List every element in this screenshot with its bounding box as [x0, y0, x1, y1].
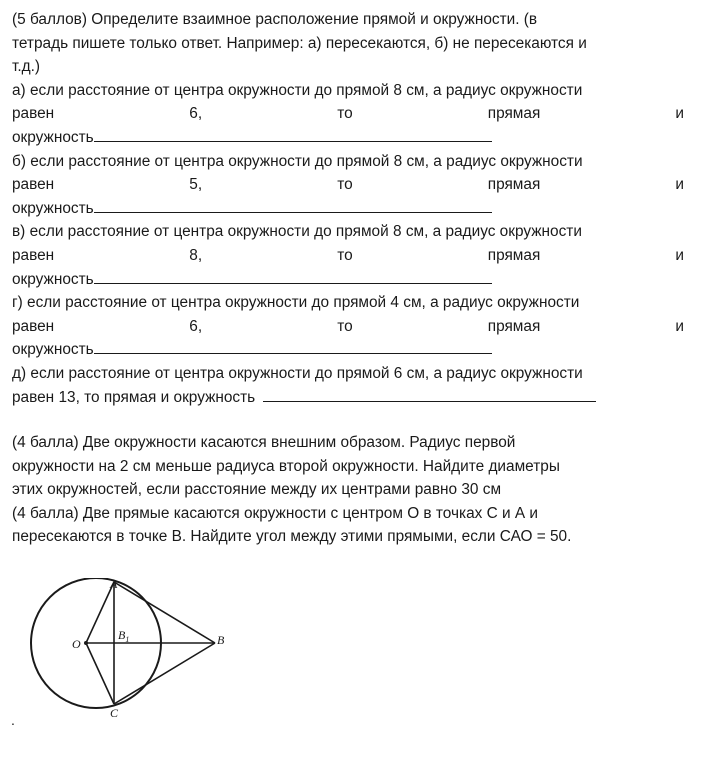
answer-prefix: окружность [12, 341, 94, 359]
word: 6, [189, 105, 203, 123]
label-b: B [217, 633, 225, 647]
word: и [675, 317, 684, 335]
answer-prefix: окружность [12, 128, 94, 146]
worksheet [12, 8, 684, 549]
answer-prefix: окружность [12, 270, 94, 288]
item-v-words [12, 244, 684, 268]
stray-dot: . [11, 712, 15, 728]
answer-prefix: равен 13, то прямая и окружность [12, 388, 256, 406]
item-g-words [12, 315, 684, 339]
word: и [675, 246, 684, 264]
item-v-answer-line [12, 268, 684, 292]
word: то [337, 105, 353, 123]
center-point [84, 641, 88, 645]
label-a: A [110, 578, 118, 591]
word: то [337, 176, 353, 194]
item-d-answer-line [12, 386, 684, 410]
task3-line2: пересекаются в точке В. Найдите угол между этими прямыми, если САО = 50. [12, 528, 572, 546]
radius-oa [86, 582, 114, 643]
task1-line1: (5 баллов) Определите взаимное расположение прямой и окружности. (в [12, 11, 538, 28]
task1-line2: тетрадь пишете только ответ. Например: а) пересекаются, б) не пересекаются и [12, 34, 587, 52]
answer-prefix: окружность [12, 199, 94, 217]
task2-line3: этих окружностей, если расстояние между их центрами равно 30 см [12, 481, 502, 499]
task2-line2: окружности на 2 см меньше радиуса второй окружности. Найдите диаметры [12, 457, 560, 475]
word: 5, [189, 176, 203, 194]
item-a-text: а) если расстояние от центра окружности до прямой 8 см, а радиус окружности [12, 81, 583, 99]
item-g-text: г) если расстояние от центра окружности до прямой 4 см, а радиус окружности [12, 294, 580, 312]
item-a-answer-line [12, 126, 684, 150]
item-b-words [12, 173, 684, 197]
word: равен [12, 246, 55, 264]
word: и [675, 176, 684, 194]
item-b-answer-line [12, 197, 684, 221]
word: прямая [487, 105, 541, 123]
answer-blank[interactable] [94, 127, 492, 142]
tangent-line-cb [114, 643, 215, 704]
label-o: O [72, 637, 81, 651]
task1-line3: т.д.) [12, 58, 40, 76]
word: то [337, 246, 353, 264]
label-c: C [110, 706, 119, 718]
item-v-text: в) если расстояние от центра окружности до прямой 8 см, а радиус окружности [12, 223, 582, 241]
word: и [675, 105, 684, 123]
answer-blank[interactable] [94, 339, 492, 354]
item-b-text: б) если расстояние от центра окружности до прямой 8 см, а радиус окружности [12, 152, 583, 170]
word: то [337, 317, 353, 335]
tangent-line-ab [114, 582, 215, 643]
answer-blank[interactable] [263, 387, 596, 402]
item-g-answer-line [12, 338, 684, 362]
task2-line1: (4 балла) Две окружности касаются внешним образом. Радиус первой [12, 434, 516, 452]
task3-line1: (4 балла) Две прямые касаются окружности с центром О в точках С и А и [12, 504, 539, 522]
word: равен [12, 317, 55, 335]
radius-oc [86, 643, 114, 704]
word: прямая [487, 317, 541, 335]
word: прямая [487, 246, 541, 264]
word: равен [12, 105, 55, 123]
item-d-text: д) если расстояние от центра окружности до прямой 6 см, а радиус окружности [12, 364, 583, 382]
label-b1: $B_1$ [118, 628, 130, 644]
answer-blank[interactable] [94, 198, 492, 213]
word: 8, [189, 246, 203, 264]
item-a-words [12, 102, 684, 126]
answer-blank[interactable] [94, 269, 492, 284]
word: равен [12, 176, 55, 194]
geometry-figure [14, 578, 244, 718]
word: 6, [189, 317, 203, 335]
word: прямая [487, 176, 541, 194]
